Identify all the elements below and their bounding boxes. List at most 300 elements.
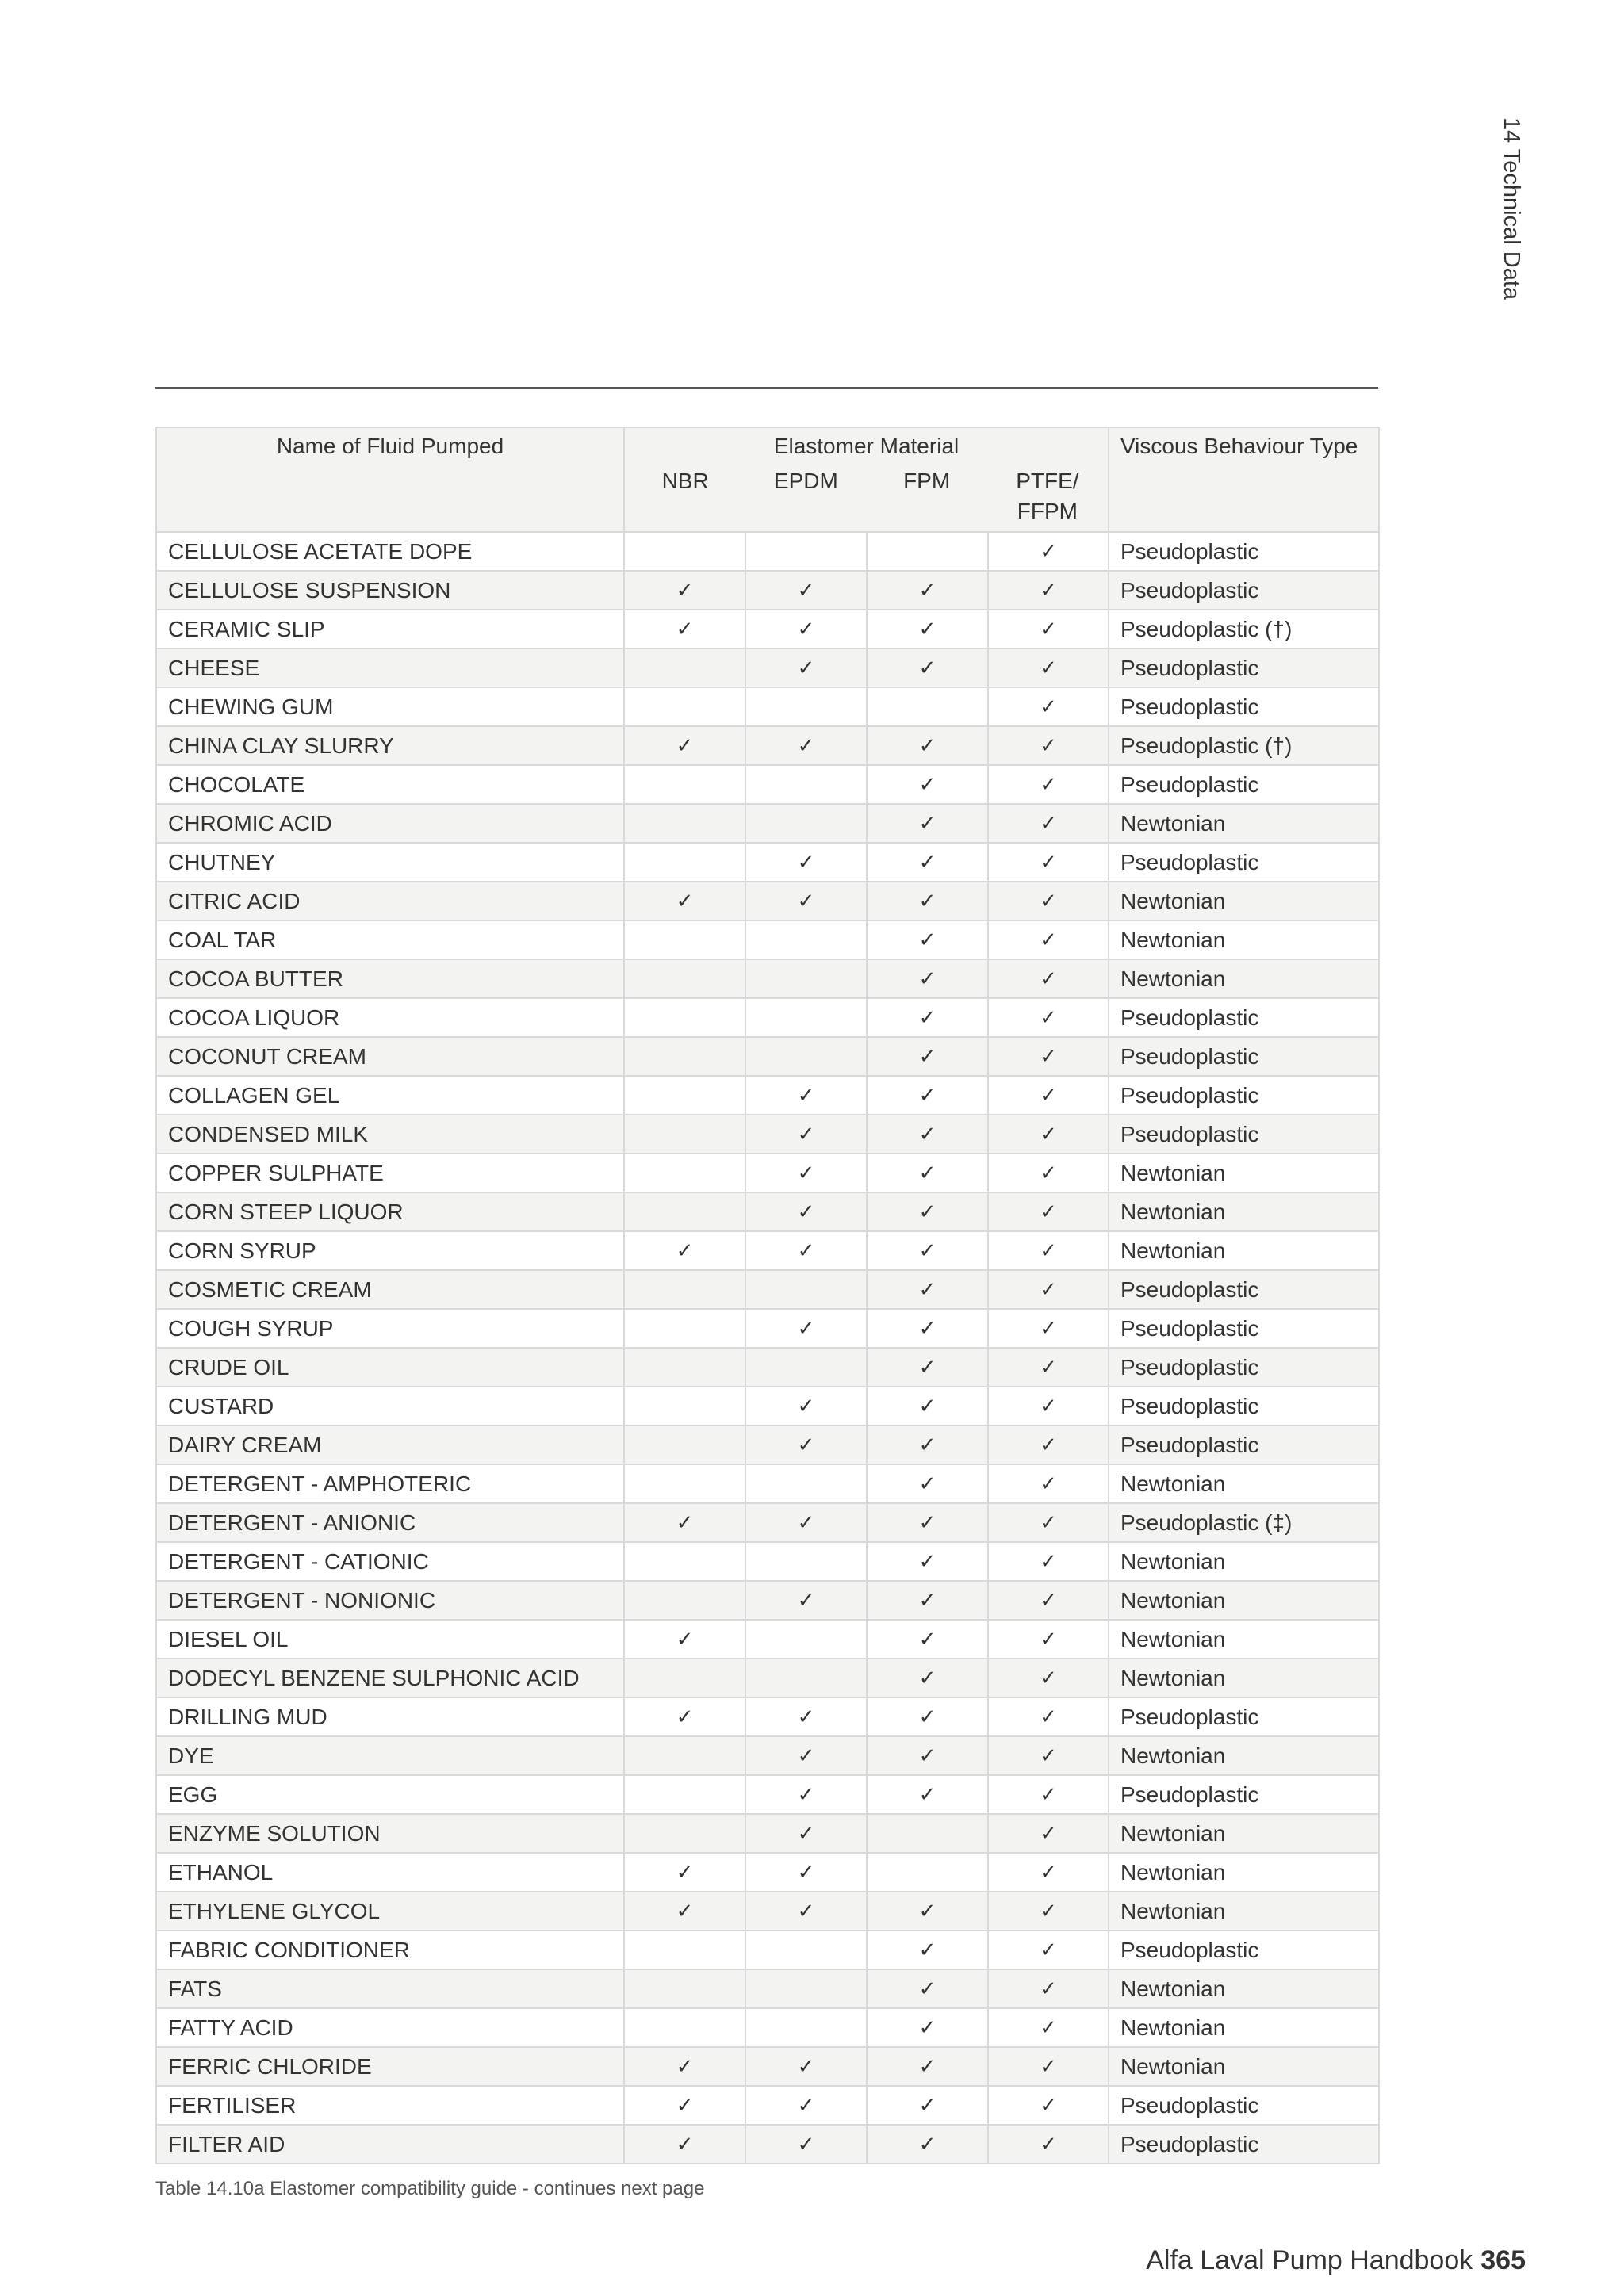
epdm-compat-cell [745, 920, 867, 959]
check-mark-icon: ✓ [918, 850, 936, 874]
fluid-name-cell: CUSTARD [156, 1387, 624, 1425]
check-mark-icon: ✓ [1040, 1860, 1057, 1885]
table-row [156, 1697, 1379, 1736]
fluid-name-cell: CONDENSED MILK [156, 1115, 624, 1154]
epdm-compat-cell [745, 1076, 867, 1115]
fpm-compat-cell [867, 959, 988, 998]
check-mark-icon: ✓ [676, 578, 694, 603]
viscous-type-cell: Newtonian [1109, 1969, 1379, 2008]
ptfe-compat-cell [988, 1425, 1109, 1464]
ptfe-compat-cell [988, 1076, 1109, 1115]
fluid-name-cell: DAIRY CREAM [156, 1425, 624, 1464]
viscous-type-cell: Pseudoplastic (†) [1109, 610, 1379, 649]
table-row [156, 1659, 1379, 1697]
check-mark-icon: ✓ [797, 1161, 815, 1185]
check-mark-icon: ✓ [918, 1510, 936, 1535]
ptfe-compat-cell [988, 765, 1109, 804]
ptfe-compat-cell [988, 1736, 1109, 1775]
fluid-name-cell: DIESEL OIL [156, 1620, 624, 1659]
check-mark-icon: ✓ [1040, 1588, 1057, 1613]
check-mark-icon: ✓ [1040, 1782, 1057, 1807]
epdm-compat-cell [745, 959, 867, 998]
section-heading: 14 Technical Data [1499, 117, 1524, 300]
check-mark-icon: ✓ [1040, 1161, 1057, 1185]
nbr-compat-cell [624, 1231, 745, 1270]
check-mark-icon: ✓ [918, 2132, 936, 2156]
nbr-compat-cell [624, 1387, 745, 1425]
check-mark-icon: ✓ [676, 2093, 694, 2118]
check-mark-icon: ✓ [918, 733, 936, 758]
check-mark-icon: ✓ [918, 1161, 936, 1185]
check-mark-icon: ✓ [918, 1666, 936, 1690]
epdm-compat-cell [745, 804, 867, 843]
viscous-type-cell: Pseudoplastic [1109, 1697, 1379, 1736]
check-mark-icon: ✓ [797, 1705, 815, 1729]
viscous-type-cell: Newtonian [1109, 959, 1379, 998]
check-mark-icon: ✓ [1040, 1394, 1057, 1418]
table-row [156, 1154, 1379, 1192]
table-row [156, 1969, 1379, 2008]
footer-title: Alfa Laval Pump Handbook [1146, 2245, 1473, 2275]
nbr-compat-cell [624, 1425, 745, 1464]
header-elastomer-material: Elastomer Material [773, 434, 959, 458]
nbr-compat-cell [624, 610, 745, 649]
check-mark-icon: ✓ [918, 2093, 936, 2118]
nbr-compat-cell [624, 1892, 745, 1931]
fpm-compat-cell [867, 2125, 988, 2164]
check-mark-icon: ✓ [797, 1860, 815, 1885]
check-mark-icon: ✓ [918, 1083, 936, 1108]
check-mark-icon: ✓ [1040, 733, 1057, 758]
check-mark-icon: ✓ [1040, 1743, 1057, 1768]
ptfe-compat-cell [988, 1814, 1109, 1853]
fpm-compat-cell [867, 726, 988, 765]
fluid-name-cell: CITRIC ACID [156, 882, 624, 920]
check-mark-icon: ✓ [918, 1705, 936, 1729]
epdm-compat-cell [745, 1620, 867, 1659]
viscous-type-cell: Newtonian [1109, 2008, 1379, 2047]
check-mark-icon: ✓ [1040, 1627, 1057, 1651]
ptfe-compat-cell [988, 1503, 1109, 1542]
ptfe-compat-cell [988, 1192, 1109, 1231]
table-row [156, 726, 1379, 765]
nbr-compat-cell [624, 1037, 745, 1076]
ptfe-compat-cell [988, 1542, 1109, 1581]
ptfe-compat-cell [988, 532, 1109, 571]
viscous-type-cell: Pseudoplastic [1109, 1076, 1379, 1115]
fluid-name-cell: ETHANOL [156, 1853, 624, 1892]
check-mark-icon: ✓ [676, 2054, 694, 2079]
viscous-type-cell: Pseudoplastic [1109, 687, 1379, 726]
ptfe-compat-cell [988, 882, 1109, 920]
fluid-name-cell: COPPER SULPHATE [156, 1154, 624, 1192]
viscous-type-cell: Newtonian [1109, 1814, 1379, 1853]
fpm-compat-cell [867, 1620, 988, 1659]
table-row [156, 1814, 1379, 1853]
ptfe-compat-cell [988, 1853, 1109, 1892]
table-row [156, 1425, 1379, 1464]
check-mark-icon: ✓ [676, 889, 694, 913]
viscous-type-cell: Pseudoplastic (‡) [1109, 1503, 1379, 1542]
epdm-compat-cell [745, 1697, 867, 1736]
viscous-type-cell: Newtonian [1109, 920, 1379, 959]
nbr-compat-cell [624, 1853, 745, 1892]
check-mark-icon: ✓ [797, 1782, 815, 1807]
epdm-compat-cell [745, 1853, 867, 1892]
viscous-type-cell: Pseudoplastic [1109, 2125, 1379, 2164]
check-mark-icon: ✓ [918, 1976, 936, 2001]
fpm-compat-cell [867, 1697, 988, 1736]
fluid-name-cell: FATTY ACID [156, 2008, 624, 2047]
check-mark-icon: ✓ [797, 617, 815, 641]
check-mark-icon: ✓ [1040, 889, 1057, 913]
viscous-type-cell: Pseudoplastic (†) [1109, 726, 1379, 765]
ptfe-compat-cell [988, 1348, 1109, 1387]
table-body [156, 532, 1379, 2164]
table-row [156, 959, 1379, 998]
check-mark-icon: ✓ [676, 1510, 694, 1535]
ptfe-compat-cell [988, 1387, 1109, 1425]
epdm-compat-cell [745, 1775, 867, 1814]
epdm-compat-cell [745, 1115, 867, 1154]
check-mark-icon: ✓ [918, 811, 936, 836]
nbr-compat-cell [624, 1309, 745, 1348]
check-mark-icon: ✓ [1040, 617, 1057, 641]
check-mark-icon: ✓ [797, 1821, 815, 1846]
check-mark-icon: ✓ [797, 2132, 815, 2156]
check-mark-icon: ✓ [1040, 1083, 1057, 1108]
check-mark-icon: ✓ [1040, 1510, 1057, 1535]
fluid-name-cell: DETERGENT - AMPHOTERIC [156, 1464, 624, 1503]
fpm-compat-cell [867, 610, 988, 649]
header-name-of-fluid: Name of Fluid Pumped [156, 427, 624, 532]
fluid-name-cell: COCONUT CREAM [156, 1037, 624, 1076]
check-mark-icon: ✓ [676, 1899, 694, 1923]
check-mark-icon: ✓ [918, 928, 936, 952]
table-row [156, 920, 1379, 959]
epdm-compat-cell [745, 1231, 867, 1270]
fpm-compat-cell [867, 1931, 988, 1969]
nbr-compat-cell [624, 1348, 745, 1387]
check-mark-icon: ✓ [918, 2015, 936, 2040]
fluid-name-cell: COCOA BUTTER [156, 959, 624, 998]
table-row [156, 1503, 1379, 1542]
check-mark-icon: ✓ [1040, 1549, 1057, 1574]
fpm-compat-cell [867, 1425, 988, 1464]
fluid-name-cell: CHINA CLAY SLURRY [156, 726, 624, 765]
check-mark-icon: ✓ [797, 656, 815, 680]
nbr-compat-cell [624, 532, 745, 571]
fpm-compat-cell [867, 1309, 988, 1348]
check-mark-icon: ✓ [1040, 656, 1057, 680]
viscous-type-cell: Newtonian [1109, 1620, 1379, 1659]
epdm-compat-cell [745, 2008, 867, 2047]
viscous-type-cell: Pseudoplastic [1109, 1270, 1379, 1309]
header-viscous-behaviour-type: Viscous Behaviour Type [1109, 427, 1379, 532]
table-row [156, 882, 1379, 920]
nbr-compat-cell [624, 1659, 745, 1697]
epdm-compat-cell [745, 1348, 867, 1387]
nbr-compat-cell [624, 1620, 745, 1659]
fpm-compat-cell [867, 1115, 988, 1154]
ptfe-compat-cell [988, 2125, 1109, 2164]
fpm-compat-cell [867, 649, 988, 687]
fluid-name-cell: COUGH SYRUP [156, 1309, 624, 1348]
viscous-type-cell: Pseudoplastic [1109, 765, 1379, 804]
check-mark-icon: ✓ [797, 733, 815, 758]
check-mark-icon: ✓ [918, 617, 936, 641]
epdm-compat-cell [745, 1892, 867, 1931]
check-mark-icon: ✓ [918, 1471, 936, 1496]
nbr-compat-cell [624, 2086, 745, 2125]
viscous-type-cell: Newtonian [1109, 804, 1379, 843]
check-mark-icon: ✓ [676, 2132, 694, 2156]
fluid-name-cell: FATS [156, 1969, 624, 2008]
check-mark-icon: ✓ [1040, 2093, 1057, 2118]
epdm-compat-cell [745, 1425, 867, 1464]
check-mark-icon: ✓ [797, 889, 815, 913]
check-mark-icon: ✓ [918, 656, 936, 680]
viscous-type-cell: Pseudoplastic [1109, 1931, 1379, 1969]
viscous-type-cell: Pseudoplastic [1109, 1387, 1379, 1425]
check-mark-icon: ✓ [918, 1627, 936, 1651]
epdm-compat-cell [745, 2086, 867, 2125]
nbr-compat-cell [624, 1154, 745, 1192]
check-mark-icon: ✓ [918, 889, 936, 913]
fluid-name-cell: DRILLING MUD [156, 1697, 624, 1736]
fluid-name-cell: DETERGENT - CATIONIC [156, 1542, 624, 1581]
fluid-name-cell: DETERGENT - ANIONIC [156, 1503, 624, 1542]
check-mark-icon: ✓ [918, 1316, 936, 1341]
fluid-name-cell: EGG [156, 1775, 624, 1814]
page-footer [1146, 2245, 1526, 2276]
epdm-compat-cell [745, 1736, 867, 1775]
ptfe-compat-cell [988, 726, 1109, 765]
fluid-name-cell: CHROMIC ACID [156, 804, 624, 843]
check-mark-icon: ✓ [1040, 695, 1057, 719]
nbr-compat-cell [624, 998, 745, 1037]
table-row [156, 2086, 1379, 2125]
header-elastomer-group [624, 427, 1109, 532]
check-mark-icon: ✓ [1040, 1355, 1057, 1380]
viscous-type-cell: Pseudoplastic [1109, 1348, 1379, 1387]
check-mark-icon: ✓ [1040, 2015, 1057, 2040]
fpm-compat-cell [867, 1231, 988, 1270]
nbr-compat-cell [624, 726, 745, 765]
check-mark-icon: ✓ [1040, 2132, 1057, 2156]
table-row [156, 1115, 1379, 1154]
table-row [156, 1348, 1379, 1387]
ptfe-compat-cell [988, 804, 1109, 843]
epdm-compat-cell [745, 649, 867, 687]
nbr-compat-cell [624, 1581, 745, 1620]
fluid-name-cell: CHEWING GUM [156, 687, 624, 726]
viscous-type-cell: Newtonian [1109, 1154, 1379, 1192]
check-mark-icon: ✓ [918, 1433, 936, 1457]
viscous-type-cell: Newtonian [1109, 1464, 1379, 1503]
check-mark-icon: ✓ [676, 1627, 694, 1651]
table-row [156, 998, 1379, 1037]
table-row [156, 1192, 1379, 1231]
table-row [156, 2047, 1379, 2086]
nbr-compat-cell [624, 1931, 745, 1969]
ptfe-compat-cell [988, 843, 1109, 882]
table-row [156, 532, 1379, 571]
fpm-compat-cell [867, 1542, 988, 1581]
fpm-compat-cell [867, 1192, 988, 1231]
nbr-compat-cell [624, 2047, 745, 2086]
table-row [156, 1076, 1379, 1115]
nbr-compat-cell [624, 1697, 745, 1736]
ptfe-compat-cell [988, 1620, 1109, 1659]
check-mark-icon: ✓ [1040, 1705, 1057, 1729]
viscous-type-cell: Newtonian [1109, 1853, 1379, 1892]
header-epdm: EPDM [773, 469, 838, 493]
ptfe-compat-cell [988, 1464, 1109, 1503]
check-mark-icon: ✓ [797, 1899, 815, 1923]
fluid-name-cell: CHUTNEY [156, 843, 624, 882]
check-mark-icon: ✓ [1040, 539, 1057, 564]
check-mark-icon: ✓ [918, 2054, 936, 2079]
check-mark-icon: ✓ [918, 1200, 936, 1224]
viscous-type-cell: Newtonian [1109, 882, 1379, 920]
viscous-type-cell: Pseudoplastic [1109, 1425, 1379, 1464]
fpm-compat-cell [867, 2008, 988, 2047]
nbr-compat-cell [624, 1814, 745, 1853]
fpm-compat-cell [867, 1464, 988, 1503]
check-mark-icon: ✓ [1040, 1316, 1057, 1341]
check-mark-icon: ✓ [918, 772, 936, 797]
fpm-compat-cell [867, 2047, 988, 2086]
table-row [156, 2125, 1379, 2164]
table-caption: Table 14.10a Elastomer compatibility guide - continues next page [155, 2178, 705, 2199]
epdm-compat-cell [745, 1037, 867, 1076]
check-mark-icon: ✓ [1040, 1044, 1057, 1069]
epdm-compat-cell [745, 726, 867, 765]
check-mark-icon: ✓ [797, 1083, 815, 1108]
ptfe-compat-cell [988, 610, 1109, 649]
check-mark-icon: ✓ [1040, 811, 1057, 836]
nbr-compat-cell [624, 882, 745, 920]
epdm-compat-cell [745, 998, 867, 1037]
fluid-name-cell: COCOA LIQUOR [156, 998, 624, 1037]
table-row [156, 571, 1379, 610]
fluid-name-cell: COAL TAR [156, 920, 624, 959]
ptfe-compat-cell [988, 2008, 1109, 2047]
epdm-compat-cell [745, 765, 867, 804]
fpm-compat-cell [867, 1892, 988, 1931]
table-row [156, 1581, 1379, 1620]
nbr-compat-cell [624, 1115, 745, 1154]
table-row [156, 1231, 1379, 1270]
viscous-type-cell: Pseudoplastic [1109, 1775, 1379, 1814]
check-mark-icon: ✓ [918, 1122, 936, 1146]
viscous-type-cell: Pseudoplastic [1109, 571, 1379, 610]
fluid-name-cell: CERAMIC SLIP [156, 610, 624, 649]
fpm-compat-cell [867, 571, 988, 610]
check-mark-icon: ✓ [797, 1238, 815, 1263]
viscous-type-cell: Newtonian [1109, 1892, 1379, 1931]
check-mark-icon: ✓ [1040, 1433, 1057, 1457]
fpm-compat-cell [867, 1503, 988, 1542]
fpm-compat-cell [867, 532, 988, 571]
table-row [156, 610, 1379, 649]
ptfe-compat-cell [988, 1659, 1109, 1697]
check-mark-icon: ✓ [1040, 1821, 1057, 1846]
nbr-compat-cell [624, 1464, 745, 1503]
nbr-compat-cell [624, 687, 745, 726]
check-mark-icon: ✓ [797, 1743, 815, 1768]
nbr-compat-cell [624, 1076, 745, 1115]
viscous-type-cell: Newtonian [1109, 1659, 1379, 1697]
epdm-compat-cell [745, 1581, 867, 1620]
fpm-compat-cell [867, 804, 988, 843]
check-mark-icon: ✓ [1040, 772, 1057, 797]
fluid-name-cell: COLLAGEN GEL [156, 1076, 624, 1115]
table-row [156, 1464, 1379, 1503]
nbr-compat-cell [624, 1192, 745, 1231]
fpm-compat-cell [867, 1387, 988, 1425]
epdm-compat-cell [745, 2047, 867, 2086]
nbr-compat-cell [624, 2008, 745, 2047]
check-mark-icon: ✓ [918, 1277, 936, 1302]
check-mark-icon: ✓ [797, 1588, 815, 1613]
viscous-type-cell: Pseudoplastic [1109, 1309, 1379, 1348]
fpm-compat-cell [867, 687, 988, 726]
check-mark-icon: ✓ [918, 1355, 936, 1380]
viscous-type-cell: Newtonian [1109, 1736, 1379, 1775]
viscous-type-cell: Newtonian [1109, 1231, 1379, 1270]
fluid-name-cell: CELLULOSE ACETATE DOPE [156, 532, 624, 571]
nbr-compat-cell [624, 804, 745, 843]
ptfe-compat-cell [988, 1154, 1109, 1192]
table-row [156, 1931, 1379, 1969]
fluid-name-cell: FERRIC CHLORIDE [156, 2047, 624, 2086]
epdm-compat-cell [745, 2125, 867, 2164]
table-row [156, 1853, 1379, 1892]
ptfe-compat-cell [988, 998, 1109, 1037]
fpm-compat-cell [867, 1076, 988, 1115]
check-mark-icon: ✓ [918, 1743, 936, 1768]
epdm-compat-cell [745, 1270, 867, 1309]
ptfe-compat-cell [988, 2047, 1109, 2086]
nbr-compat-cell [624, 1270, 745, 1309]
table-row [156, 1037, 1379, 1076]
viscous-type-cell: Pseudoplastic [1109, 649, 1379, 687]
check-mark-icon: ✓ [1040, 1471, 1057, 1496]
table-row [156, 1892, 1379, 1931]
table-row [156, 765, 1379, 804]
table-row [156, 1270, 1379, 1309]
check-mark-icon: ✓ [797, 850, 815, 874]
table-row [156, 649, 1379, 687]
check-mark-icon: ✓ [918, 1899, 936, 1923]
ptfe-compat-cell [988, 1037, 1109, 1076]
fluid-name-cell: FABRIC CONDITIONER [156, 1931, 624, 1969]
ptfe-compat-cell [988, 1231, 1109, 1270]
epdm-compat-cell [745, 1542, 867, 1581]
check-mark-icon: ✓ [1040, 966, 1057, 991]
check-mark-icon: ✓ [918, 1588, 936, 1613]
check-mark-icon: ✓ [676, 1238, 694, 1263]
check-mark-icon: ✓ [797, 1394, 815, 1418]
epdm-compat-cell [745, 610, 867, 649]
check-mark-icon: ✓ [1040, 1005, 1057, 1030]
ptfe-compat-cell [988, 1892, 1109, 1931]
viscous-type-cell: Pseudoplastic [1109, 2086, 1379, 2125]
ptfe-compat-cell [988, 1969, 1109, 2008]
elastomer-compatibility-table [155, 427, 1380, 2164]
